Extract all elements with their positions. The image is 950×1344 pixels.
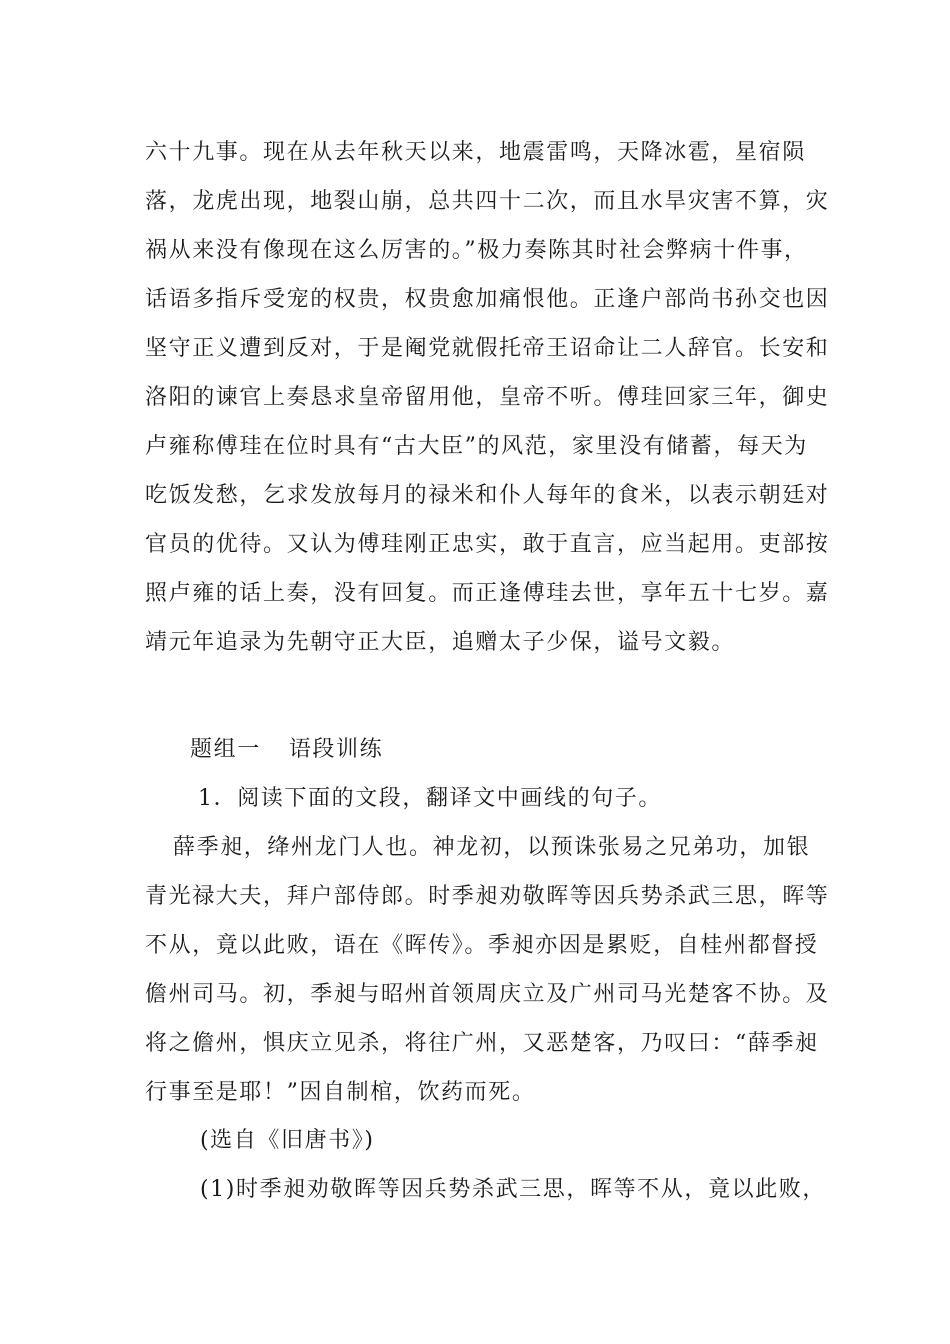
passage-line: 不从，竟以此败，语在《晖传》。季昶亦因是累贬，自桂州都督授 (145, 933, 819, 958)
passage-line: 落，龙虎出现，地裂山崩，总共四十二次，而且水旱灾害不算，灾 (145, 189, 830, 214)
passage-bottom (145, 823, 830, 1117)
passage-line: 祸从来没有像现在这么厉害的。”极力奏陈其时社会弊病十件事， (145, 238, 808, 263)
passage-line: 六十九事。现在从去年秋天以来，地震雷鸣，天降冰雹，星宿陨 (145, 140, 806, 165)
passage-line (145, 823, 810, 872)
section-heading (190, 725, 383, 774)
question-prompt: 1．阅读下面的文段，翻译文中画线的句子。 (198, 786, 662, 811)
passage-line: 将之儋州，惧庆立见杀，将往广州，又恶楚客，乃叹曰：“薛季昶 (145, 1031, 819, 1056)
passage-line: 话语多指斥受宠的权贵，权贵愈加痛恨他。正逢户部尚书孙交也因 (145, 287, 830, 312)
passage-line: 官员的优待。又认为傅珪刚正忠实，敢于直言，应当起用。吏部按 (145, 532, 830, 557)
section-group-label: 题组一 (190, 737, 261, 762)
passage-line-text: 薛季昶，绛州龙门人也。神龙初，以预诛张易之兄弟功，加银 (173, 835, 811, 860)
passage-line: 卢雍称傅珪在位时具有“古大臣”的风范，家里没有储蓄，每天为 (145, 434, 808, 459)
passage-line: 行事至是耶！”因自制棺，饮药而死。 (145, 1080, 536, 1105)
passage-line: 青光禄大夫，拜户部侍郎。时季昶劝敬晖等因兵势杀武三思，晖等 (145, 884, 830, 909)
passage-line: 儋州司马。初，季昶与昭州首领周庆立及广州司马光楚客不协。及 (145, 982, 830, 1007)
passage-source: (选自《旧唐书》) (200, 1128, 375, 1153)
passage-line: 照卢雍的话上奏，没有回复。而正逢傅珪去世，享年五十七岁。嘉 (145, 581, 830, 606)
passage-line: 洛阳的谏官上奏恳求皇帝留用他，皇帝不听。傅珪回家三年，御史 (145, 385, 830, 410)
passage-line: 靖元年追录为先朝守正大臣，追赠太子少保，谥号文毅。 (145, 630, 736, 655)
subquestion-text: (1)时季昶劝敬晖等因兵势杀武三思，晖等不从，竟以此败， (200, 1177, 826, 1202)
section-group-title: 语段训练 (288, 737, 384, 762)
passage-top (145, 128, 830, 667)
passage-line: 吃饭发愁，乞求发放每月的禄米和仆人每年的食米，以表示朝廷对 (145, 483, 830, 508)
passage-line: 坚守正义遭到反对，于是阉党就假托帝王诏命让二人辞官。长安和 (145, 336, 830, 361)
